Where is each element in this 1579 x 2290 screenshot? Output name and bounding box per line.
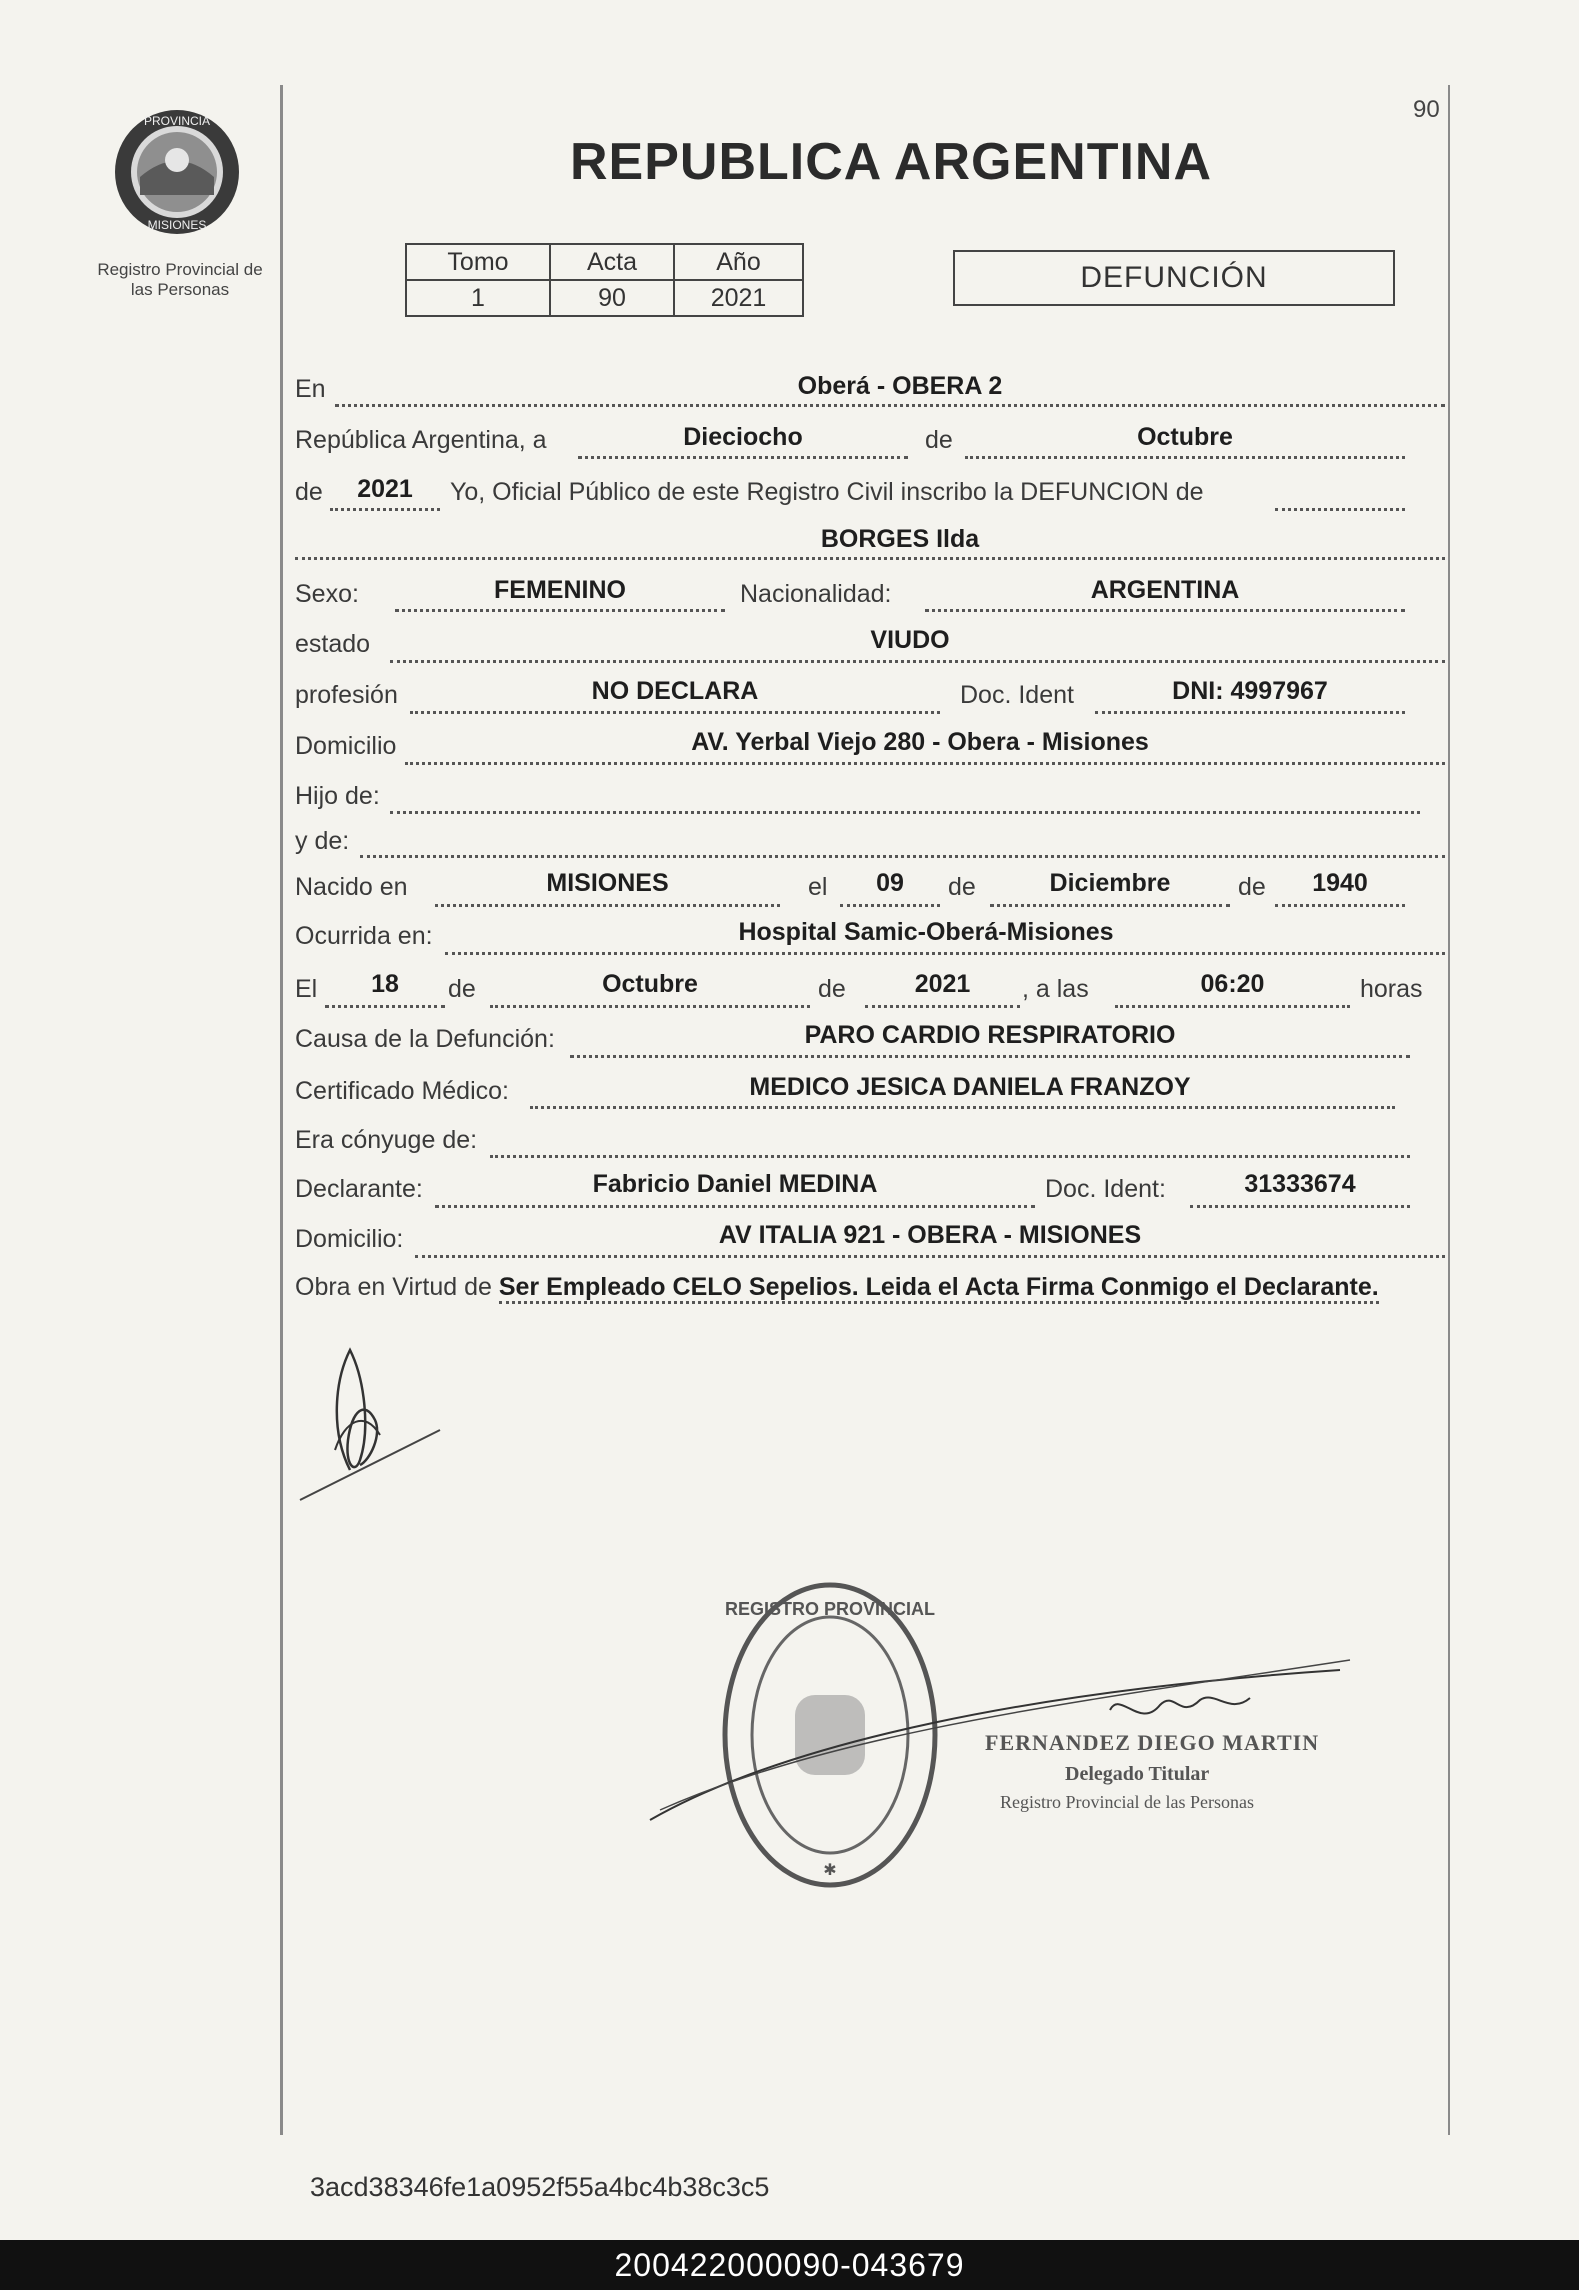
inscribo-text: Yo, Oficial Público de este Registro Civil inscribo la DEFUNCION de	[450, 478, 1204, 506]
dots	[1095, 711, 1405, 714]
svg-text:MISIONES: MISIONES	[147, 218, 207, 232]
domicilio-value: AV. Yerbal Viejo 280 - Obera - Misiones	[691, 728, 1149, 756]
acta-value: 90	[550, 280, 674, 316]
nacido-label: Nacido en	[295, 873, 408, 901]
def-de-label: de	[448, 975, 476, 1003]
dots	[445, 952, 1445, 955]
dots	[360, 855, 1445, 858]
dots	[530, 1106, 1395, 1109]
nac-mes: Diciembre	[1049, 869, 1171, 897]
obra-en-virtud	[295, 1270, 1440, 1304]
declarante-label: Declarante:	[295, 1175, 423, 1203]
official-name: FERNANDEZ DIEGO MARTIN	[985, 1730, 1320, 1755]
dots	[335, 404, 1445, 407]
nacido-value: MISIONES	[546, 869, 669, 897]
anio-value: 2021	[674, 280, 803, 316]
record-table	[405, 243, 804, 317]
dia-value: Dieciocho	[683, 423, 803, 451]
dots	[330, 508, 440, 511]
mes-value: Octubre	[1137, 423, 1233, 451]
dots	[395, 609, 725, 612]
dots	[840, 904, 940, 907]
doc-label: Doc. Ident	[960, 681, 1074, 709]
horas-label: horas	[1360, 975, 1423, 1003]
causa-value: PARO CARDIO RESPIRATORIO	[804, 1021, 1176, 1049]
decl-doc-label: Doc. Ident:	[1045, 1175, 1166, 1203]
tomo-value: 1	[406, 280, 550, 316]
registry-label: Registro Provincial de las Personas	[97, 260, 263, 299]
dots	[1190, 1205, 1410, 1208]
dots	[295, 557, 1445, 560]
dots	[435, 1205, 1035, 1208]
profesion-value: NO DECLARA	[591, 677, 759, 705]
dots	[1275, 904, 1405, 907]
svg-text:✱: ✱	[823, 1862, 837, 1879]
def-hora: 06:20	[1200, 970, 1265, 998]
anio-value: 2021	[357, 475, 413, 503]
obra-label: Obra en Virtud de	[295, 1273, 492, 1301]
obra-value: Ser Empleado CELO Sepelios. Leida el Acta Firma Conmigo el Declarante.	[499, 1273, 1379, 1304]
doc-value: DNI: 4997967	[1172, 677, 1328, 705]
en-label: En	[295, 375, 326, 403]
el2-label: El	[295, 975, 318, 1003]
dots	[490, 1155, 1410, 1158]
nac-de-label: de	[948, 873, 976, 901]
certificado-value: MEDICO JESICA DANIELA FRANZOY	[749, 1073, 1191, 1101]
left-margin-line	[280, 85, 283, 2135]
page-title: REPUBLICA ARGENTINA	[570, 133, 1213, 191]
profesion-label: profesión	[295, 681, 398, 709]
decl-dom-label: Domicilio:	[295, 1225, 404, 1253]
page-number: 90	[1413, 96, 1440, 123]
provincia-misiones-seal-icon	[110, 105, 245, 240]
dots	[925, 609, 1405, 612]
declarante-signature	[290, 1340, 460, 1505]
dots	[570, 1055, 1410, 1058]
dots	[1275, 508, 1405, 511]
def-dia: 18	[371, 970, 399, 998]
def-de2-label: de	[818, 975, 846, 1003]
def-anio: 2021	[914, 970, 971, 998]
dots	[390, 660, 1445, 663]
dots	[490, 1005, 810, 1008]
dots	[405, 762, 1445, 765]
estado-label: estado	[295, 630, 371, 658]
right-margin-line	[1448, 85, 1450, 2135]
dots	[415, 1255, 1445, 1258]
domicilio-label: Domicilio	[295, 732, 397, 760]
dots	[435, 904, 780, 907]
svg-text:PROVINCIA: PROVINCIA	[143, 114, 211, 128]
official-role: Delegado Titular	[1065, 1763, 1210, 1785]
en-value: Oberá - OBERA 2	[797, 372, 1003, 400]
acta-header: Acta	[550, 244, 674, 280]
dots	[865, 1005, 1020, 1008]
certificado-label: Certificado Médico:	[295, 1077, 509, 1105]
anio-header: Año	[674, 244, 803, 280]
nacionalidad-label: Nacionalidad:	[740, 580, 892, 608]
document-hash: 3acd38346fe1a0952f55a4bc4b38c3c5	[310, 2172, 770, 2202]
dots	[990, 904, 1230, 907]
tomo-header: Tomo	[406, 244, 550, 280]
conyuge-label: Era cónyuge de:	[295, 1126, 478, 1154]
footer-barcode-text: 200422000090-043679	[0, 2240, 1579, 2290]
nacionalidad-value: ARGENTINA	[1090, 576, 1240, 604]
sexo-value: FEMENINO	[494, 576, 626, 604]
dots	[965, 456, 1405, 459]
dots	[1115, 1005, 1350, 1008]
hijo-label: Hijo de:	[295, 782, 380, 810]
declarante-value: Fabricio Daniel MEDINA	[592, 1170, 878, 1198]
official-office: Registro Provincial de las Personas	[1000, 1792, 1254, 1812]
decl-doc-value: 31333674	[1244, 1170, 1356, 1198]
sexo-label: Sexo:	[295, 580, 359, 608]
de2-label: de	[295, 478, 323, 506]
nombre-value: BORGES Ilda	[820, 525, 980, 553]
el-label: el	[808, 873, 828, 901]
de-label: de	[925, 426, 953, 454]
yde-label: y de:	[295, 827, 350, 855]
record-type-box: DEFUNCIÓN	[953, 250, 1395, 306]
decl-dom-value: AV ITALIA 921 - OBERA - MISIONES	[718, 1221, 1142, 1249]
estado-value: VIUDO	[870, 626, 950, 654]
nac-dia: 09	[876, 869, 904, 897]
nac-de2-label: de	[1238, 873, 1266, 901]
ocurrida-label: Ocurrida en:	[295, 922, 433, 950]
causa-label: Causa de la Defunción:	[295, 1025, 555, 1053]
dots	[410, 711, 940, 714]
nac-anio: 1940	[1312, 869, 1368, 897]
dots	[578, 456, 908, 459]
republica-label: República Argentina, a	[295, 426, 547, 454]
ocurrida-value: Hospital Samic-Oberá-Misiones	[738, 918, 1114, 946]
dots	[325, 1005, 445, 1008]
svg-text:REGISTRO PROVINCIAL: REGISTRO PROVINCIAL	[724, 1599, 936, 1619]
def-mes: Octubre	[602, 970, 698, 998]
dots	[390, 811, 1420, 814]
alas-label: , a las	[1022, 975, 1089, 1003]
